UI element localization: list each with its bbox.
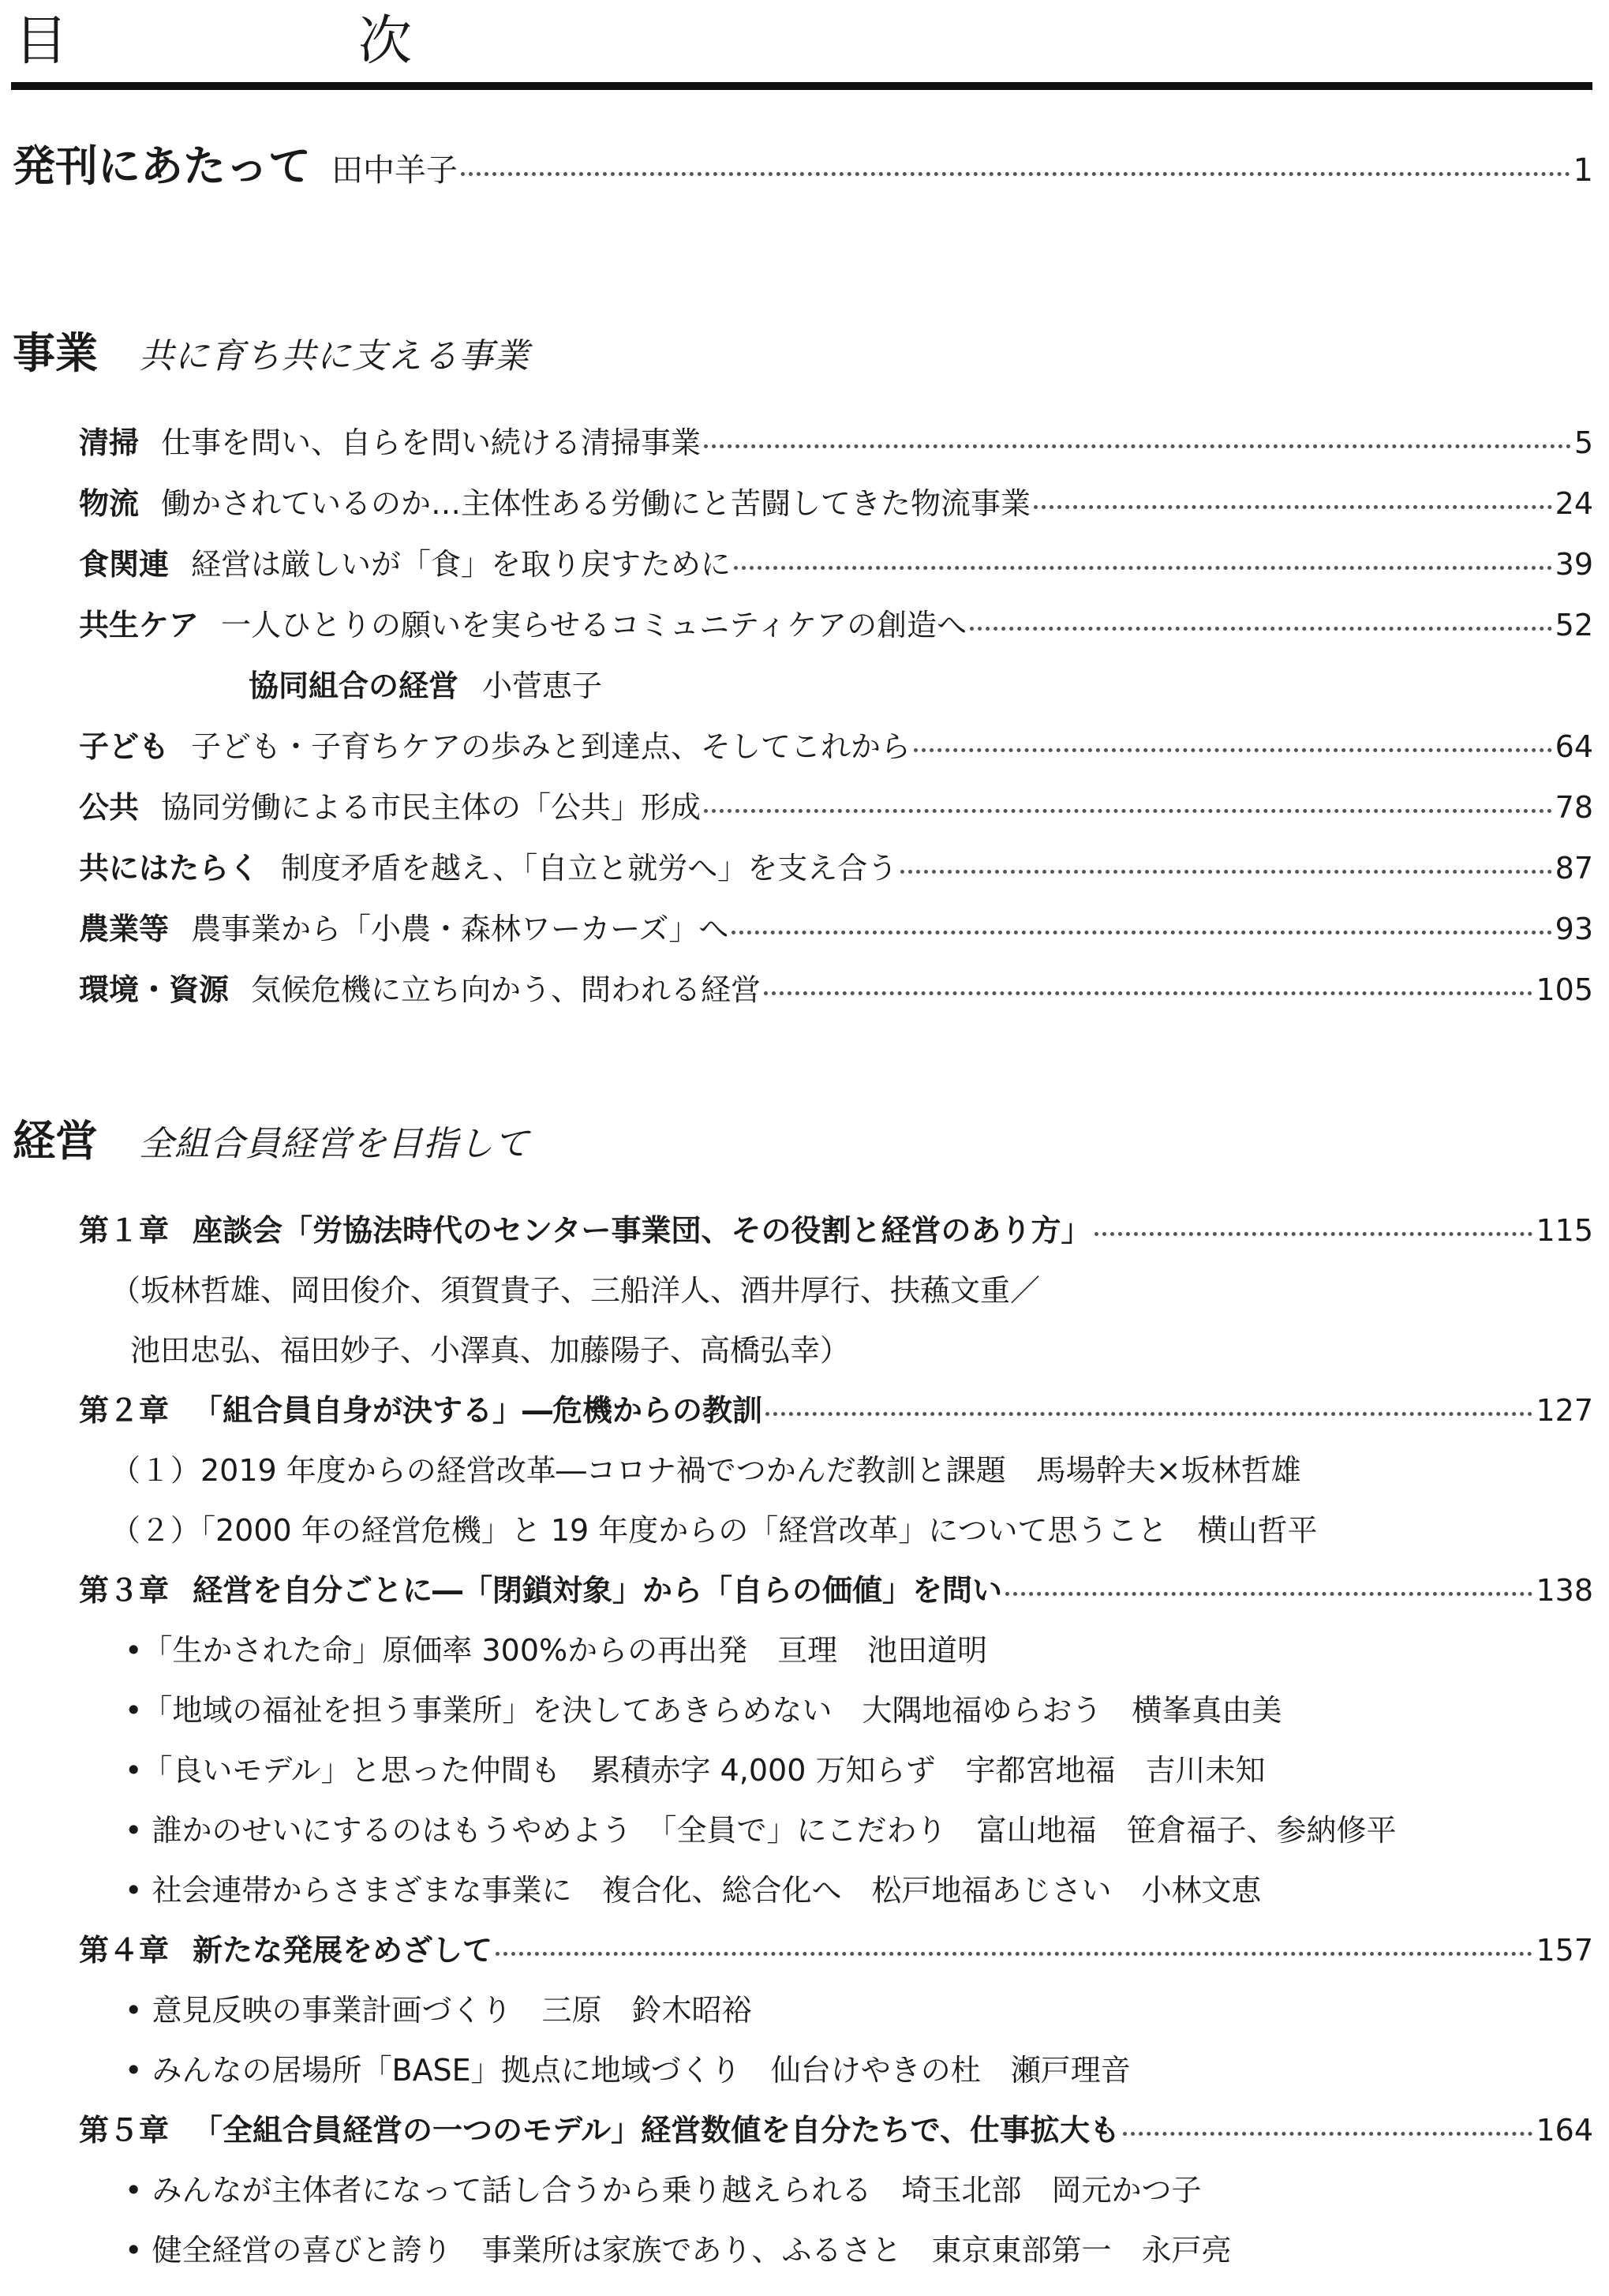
entry-title: 農事業から「小農・森林ワーカーズ」へ	[191, 912, 729, 946]
page-number: 1	[1573, 152, 1593, 189]
leader-dots	[1094, 1232, 1533, 1236]
page-number: 127	[1536, 1393, 1593, 1428]
category-label: 物流	[79, 486, 140, 521]
bullet-item[interactable]: •「地域の福祉を担う事業所」を決してあきらめない 大隅地福ゆらおう 横峯真由美	[125, 1693, 1282, 1728]
participants-line: （坂林哲雄、岡田俊介、須賀貴子、三船洋人、酒井厚行、扶蘓文重／	[110, 1273, 1041, 1308]
category-label: 食関連	[79, 547, 170, 582]
entry-title: 働かされているのか…主体性ある労働にと苦闘してきた物流事業	[161, 486, 1031, 521]
bullet-item[interactable]: • 社会連帯からさまざまな事業に 複合化、総合化へ 松戸地福あじさい 小林文恵	[125, 1873, 1262, 1908]
leader-dots	[704, 444, 1571, 448]
leader-dots	[1034, 505, 1552, 509]
bullet-item[interactable]: • 健全経営の喜びと誇り 事業所は家族であり、ふるさと 東京東部第一 永戸亮	[125, 2233, 1232, 2268]
section-heading-management	[13, 1107, 529, 1168]
leader-dots	[914, 748, 1552, 752]
leader-dots	[1005, 1592, 1532, 1596]
coop-label: 協同組合の経営	[249, 669, 459, 703]
toc-entry[interactable]	[79, 722, 1593, 766]
bullet-item[interactable]: •「良いモデル」と思った仲間も 累積赤字 4,000 万知らず 宇都宮地福 吉川未知	[125, 1753, 1266, 1788]
toc-entry[interactable]	[79, 418, 1593, 462]
bullet-item[interactable]: • みんなが主体者になって話し合うから乗り越えられる 埼玉北部 岡元かつ子	[125, 2173, 1202, 2208]
toc-entry[interactable]	[79, 783, 1593, 826]
leader-dots	[970, 627, 1552, 631]
page-number: 39	[1555, 547, 1593, 582]
entry-title: 気候危機に立ち向かう、問われる経営	[251, 972, 761, 1007]
leader-dots	[900, 870, 1551, 874]
intro-author: 田中羊子	[331, 152, 458, 189]
chapter-title: 「全組合員経営の一つのモデル」経営数値を自分たちで、仕事拡大も	[193, 2113, 1120, 2148]
category-label: 清掃	[79, 425, 140, 460]
toc-subentry-coop[interactable]	[249, 661, 602, 705]
intro-label: 発刊にあたって	[13, 141, 311, 191]
bullet-item[interactable]: • 意見反映の事業計画づくり 三原 鈴木昭裕	[125, 1993, 752, 2028]
chapter-title: 経営を自分ごとに―「閉鎖対象」から「自らの価値」を問い	[193, 1573, 1003, 1608]
chapter-number: 第４章	[79, 1933, 170, 1968]
chapter-number: 第５章	[79, 2113, 170, 2148]
category-label: 環境・資源	[79, 972, 230, 1007]
toc-entry-intro[interactable]	[13, 133, 1593, 193]
category-label: 子ども	[79, 729, 170, 764]
chapter-title: 座談会「労協法時代のセンター事業団、その役割と経営のあり方」	[193, 1213, 1091, 1248]
leader-dots	[734, 566, 1552, 570]
chapter-title: 新たな発展をめざして	[193, 1933, 493, 1968]
toc-entry[interactable]	[79, 540, 1593, 583]
toc-entry[interactable]	[79, 601, 1593, 644]
coop-author: 小菅恵子	[482, 669, 603, 703]
chapter-number: 第３章	[79, 1573, 170, 1608]
category-label: 農業等	[79, 912, 170, 946]
subentry[interactable]: （１）2019 年度からの経営改革―コロナ禍でつかんだ教訓と課題 馬場幹夫×坂林哲雄	[110, 1453, 1301, 1488]
bullet-item[interactable]: • 誰かのせいにするのはもうやめよう 「全員で」にこだわり 富山地福 笹倉福子、参納修平	[125, 1813, 1397, 1848]
entry-title: 仕事を問い、自らを問い続ける清掃事業	[161, 425, 702, 460]
leader-dots	[732, 931, 1551, 935]
chapter-number: 第２章	[79, 1393, 170, 1428]
section-subtitle: 全組合員経営を目指して	[139, 1124, 529, 1164]
category-label: 公共	[79, 790, 140, 825]
page-title: 目 次	[14, 10, 531, 73]
toc-chapter[interactable]	[79, 1386, 1593, 1429]
chapter-title: 「組合員自身が決する」―危機からの教訓	[193, 1393, 763, 1428]
page-number: 115	[1536, 1213, 1593, 1248]
page-number: 78	[1555, 790, 1593, 825]
leader-dots	[765, 1412, 1532, 1416]
bullet-item[interactable]: •「生かされた命」原価率 300%からの再出発 亘理 池田道明	[125, 1633, 988, 1668]
leader-dots	[461, 172, 1570, 176]
toc-entry[interactable]	[79, 844, 1593, 887]
bullet-item[interactable]: • みんなの居場所「BASE」拠点に地域づくり 仙台けやきの杜 瀬戸理音	[125, 2053, 1131, 2088]
page-number: 24	[1555, 486, 1593, 521]
page-number: 157	[1536, 1933, 1593, 1968]
section-label: 経営	[13, 1116, 98, 1166]
entry-title: 制度矛盾を越え、「自立と就労へ」を支え合う	[281, 851, 898, 886]
page-number: 52	[1555, 608, 1593, 642]
page-number: 164	[1536, 2113, 1593, 2148]
title-rule	[11, 82, 1592, 90]
toc-chapter[interactable]	[79, 1926, 1593, 1969]
section-heading-business	[13, 320, 529, 380]
entry-title: 協同労働による市民主体の「公共」形成	[161, 790, 702, 825]
toc-entry[interactable]	[79, 965, 1593, 1009]
leader-dots	[496, 1952, 1532, 1956]
page-number: 105	[1536, 972, 1593, 1007]
leader-dots	[764, 991, 1532, 995]
chapter-number: 第１章	[79, 1213, 170, 1248]
category-label: 共生ケア	[79, 608, 200, 642]
subentry[interactable]: （２）「2000 年の経営危機」と 19 年度からの「経営改革」について思うこと 横山哲平	[110, 1513, 1318, 1548]
participants-line: 池田忠弘、福田妙子、小澤真、加藤陽子、高橋弘幸）	[130, 1333, 851, 1368]
page-number: 138	[1536, 1573, 1593, 1608]
page-number: 93	[1555, 912, 1593, 946]
page-number: 87	[1555, 851, 1593, 886]
toc-entry[interactable]	[79, 905, 1593, 948]
page-number: 5	[1573, 425, 1593, 460]
toc-chapter[interactable]	[79, 2106, 1593, 2149]
entry-title: 子ども・子育ちケアの歩みと到達点、そしてこれから	[191, 729, 911, 764]
toc-entry[interactable]	[79, 479, 1593, 522]
leader-dots	[1123, 2132, 1532, 2136]
page-number: 64	[1555, 729, 1593, 764]
toc-chapter[interactable]	[79, 1566, 1593, 1609]
section-subtitle: 共に育ち共に支える事業	[139, 336, 529, 376]
leader-dots	[704, 809, 1552, 813]
toc-chapter[interactable]	[79, 1206, 1593, 1249]
section-label: 事業	[13, 328, 98, 378]
category-label: 共にはたらく	[79, 851, 260, 886]
entry-title: 経営は厳しいが「食」を取り戻すために	[191, 547, 732, 582]
entry-title: 一人ひとりの願いを実らせるコミュニティケアの創造へ	[221, 608, 967, 642]
